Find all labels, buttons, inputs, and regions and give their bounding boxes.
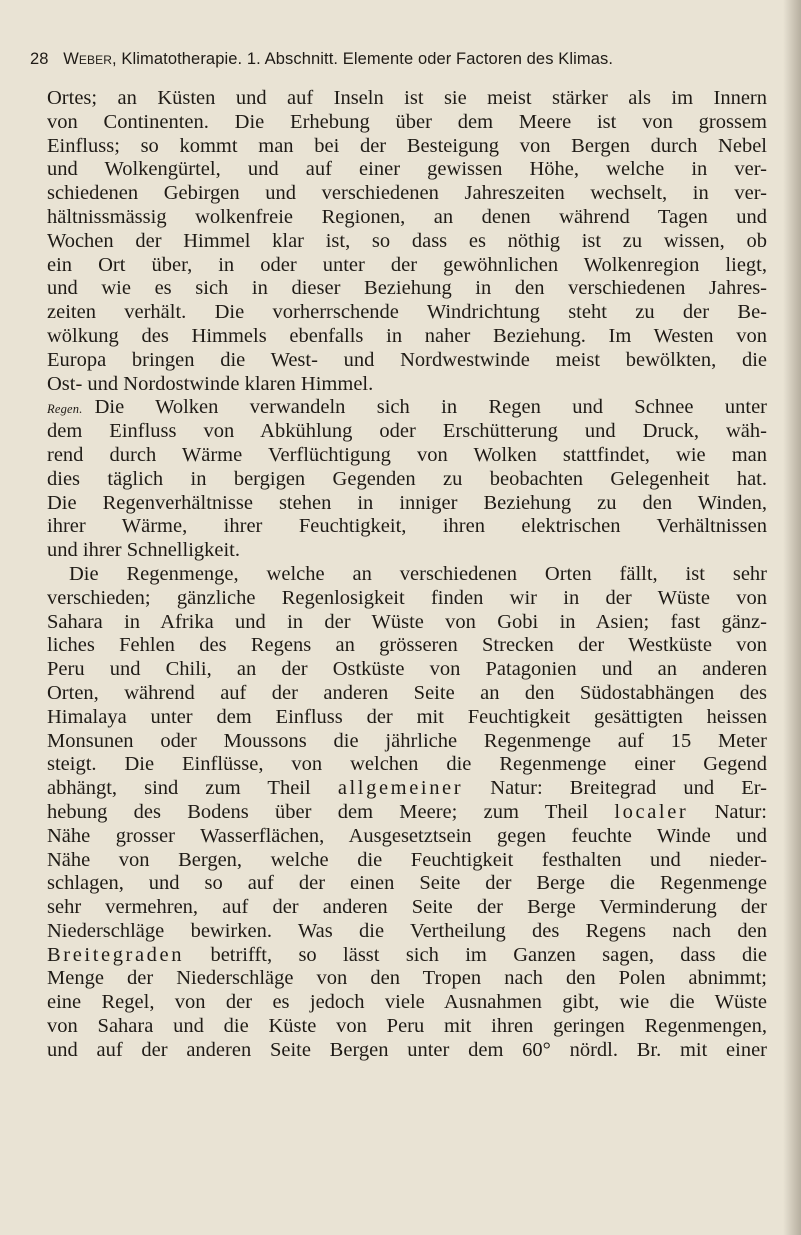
- text-line: Einfluss; so kommt man bei der Besteigung von Bergen durch Nebel: [47, 134, 767, 157]
- text-line: Die Wolken verwandeln sich in Regen und Schnee unter: [94, 396, 767, 419]
- text-line: sehr vermehren, auf der anderen Seite der Berge Verminderung der: [47, 896, 767, 919]
- text-line: schiedenen Gebirgen und verschiedenen Jahreszeiten wechselt, in ver-: [47, 182, 767, 205]
- text-line: und wie es sich in dieser Beziehung in den verschiedenen Jahres-: [47, 277, 767, 300]
- text-run: Natur: Breitegrad und Er-: [490, 777, 767, 800]
- text-run: hebung des Bodens über dem Meere; zum Theil: [47, 800, 589, 823]
- text-line: Die Regenverhältnisse stehen in inniger Beziehung zu den Winden,: [47, 491, 767, 514]
- text-line: dem Einfluss von Abkühlung oder Erschütterung und Druck, wäh-: [47, 420, 767, 443]
- text-line: und ihrer Schnelligkeit.: [47, 539, 240, 562]
- text-line: hältnissmässig wolkenfreie Regionen, an denen während Tagen und: [47, 205, 767, 228]
- text-line: steigt. Die Einflüsse, von welchen die Regenmenge einer Gegend: [47, 753, 767, 776]
- page-edge-shadow: [783, 0, 801, 1235]
- text-line-mixed: [47, 777, 767, 801]
- text-run: betrifft, so lässt sich im Ganzen sagen, dass die: [210, 943, 768, 966]
- text-line: wölkung des Himmels ebenfalls in naher Beziehung. Im Westen von: [47, 324, 767, 347]
- running-head-author: Weber,: [63, 50, 117, 68]
- emphasis-spaced: Breitegraden: [47, 943, 185, 966]
- emphasis-spaced: localer: [614, 800, 689, 823]
- text-line: von Sahara und die Küste von Peru mit ihren geringen Regenmengen,: [47, 1015, 767, 1038]
- text-line: ein Ort über, in oder unter der gewöhnlichen Wolkenregion liegt,: [47, 253, 767, 276]
- text-line-mixed: [47, 801, 767, 825]
- text-line-mixed: [47, 944, 767, 968]
- text-line: von Continenten. Die Erhebung über dem Meere ist von grossem: [47, 110, 767, 133]
- running-head: [30, 50, 770, 69]
- text-line: Monsunen oder Moussons die jährliche Regenmenge auf 15 Meter: [47, 729, 767, 752]
- text-line: Ost- und Nordostwinde klaren Himmel.: [47, 372, 374, 395]
- text-line: schlagen, und so auf der einen Seite der Berge die Regenmenge: [47, 872, 767, 895]
- text-line: rend durch Wärme Verflüchtigung von Wolken stattfindet, wie man: [47, 443, 767, 466]
- text-line: Niederschläge bewirken. Was die Vertheilung des Regens nach den: [47, 919, 767, 942]
- text-line: Nähe grosser Wasserflächen, Ausgesetztsein gegen feuchte Winde und: [47, 824, 767, 847]
- text-line: Ortes; an Küsten und auf Inseln ist sie meist stärker als im Innern: [47, 87, 767, 109]
- text-line: und Wolkengürtel, und auf einer gewissen Höhe, welche in ver-: [47, 158, 767, 181]
- text-line: Wochen der Himmel klar ist, so dass es nöthig ist zu wissen, ob: [47, 229, 767, 252]
- text-line: Menge der Niederschläge von den Tropen nach den Polen abnimmt;: [47, 967, 767, 990]
- text-line: ihrer Wärme, ihrer Feuchtigkeit, ihren elektrischen Verhältnissen: [47, 515, 767, 538]
- text-line: Sahara in Afrika und in der Wüste von Gobi in Asien; fast gänz-: [47, 610, 767, 633]
- text-run: Natur:: [714, 800, 767, 823]
- text-line: verschieden; gänzliche Regenlosigkeit finden wir in der Wüste von: [47, 586, 767, 609]
- text-line: dies täglich in bergigen Gegenden zu beobachten Gelegenheit hat.: [47, 467, 767, 490]
- running-head-title: Klimatotherapie. 1. Abschnitt. Elemente oder Factoren des Klimas.: [121, 50, 614, 68]
- text-run: abhängt, sind zum Theil: [47, 777, 311, 800]
- text-line: Orten, während auf der anderen Seite an den Südostabhängen des: [47, 681, 767, 704]
- margin-note-regen: Regen.: [47, 402, 83, 417]
- text-line: Europa bringen die West- und Nordwestwinde meist bewölkten, die: [47, 348, 767, 371]
- text-line: Peru und Chili, an der Ostküste von Patagonien und an anderen: [47, 658, 767, 681]
- text-line: Himalaya unter dem Einfluss der mit Feuchtigkeit gesättigten heissen: [47, 705, 767, 728]
- text-line: liches Fehlen des Regens an grösseren Strecken der Westküste von: [47, 634, 767, 657]
- text-line-with-margin-note: [47, 396, 767, 420]
- text-line: eine Regel, von der es jedoch viele Ausnahmen gibt, wie die Wüste: [47, 991, 767, 1014]
- emphasis-spaced: allgemeiner: [337, 777, 464, 800]
- page-number: 28: [30, 50, 49, 68]
- text-line: zeiten verhält. Die vorherrschende Windrichtung steht zu der Be-: [47, 301, 767, 324]
- text-line: Nähe von Bergen, welche die Feuchtigkeit festhalten und nieder-: [47, 848, 767, 871]
- text-line: Die Regenmenge, welche an verschiedenen Orten fällt, ist sehr: [69, 562, 767, 585]
- text-line: und auf der anderen Seite Bergen unter dem 60° nördl. Br. mit einer: [47, 1038, 767, 1061]
- body-text: [47, 87, 767, 1063]
